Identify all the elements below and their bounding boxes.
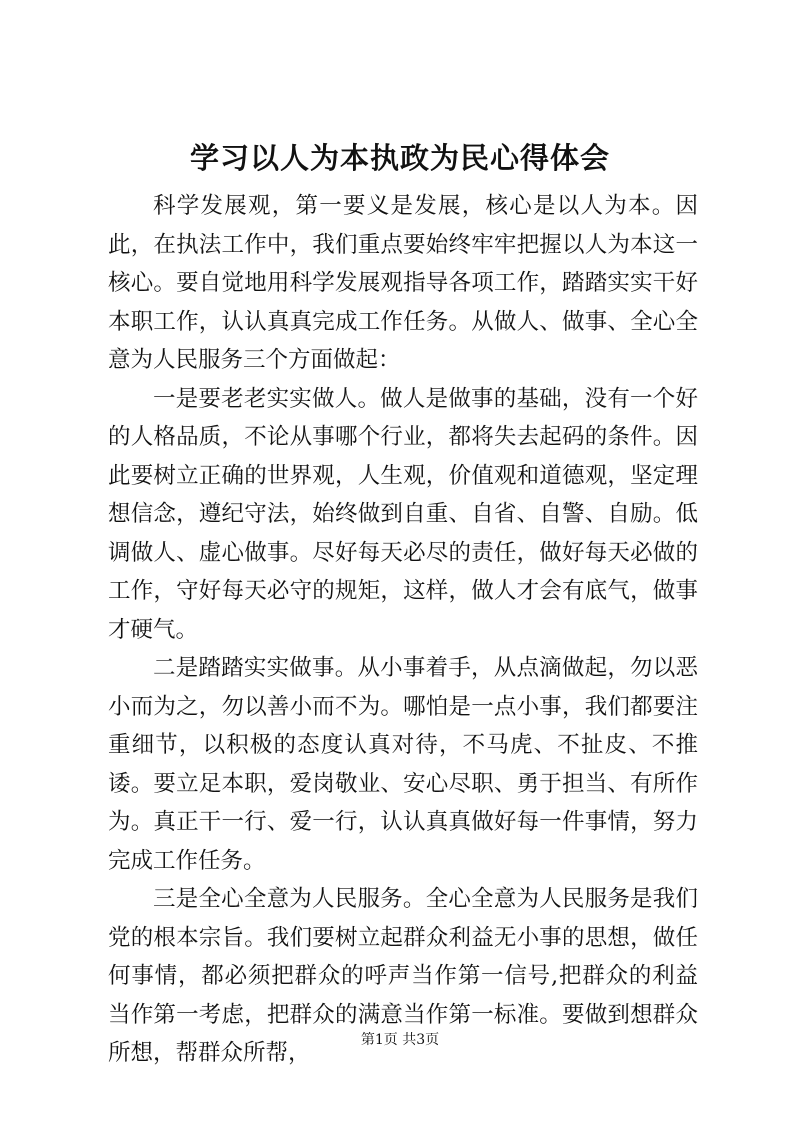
paragraph-honest-person: 一是要老老实实做人。做人是做事的基础，没有一个好的人格品质，不论从事哪个行业，都将失去起码的条件。因此要树立正确的世界观，人生观，价值观和道德观，坚定理想信念，遵纪守法，始终做到自重、自省、自警、自励。低调做人、虚心做事。尽好每天必尽的责任，做好每天必做的工作，守好每天必守的规矩，这样，做人才会有底气，做事才硬气。 <box>108 385 698 643</box>
paragraph-serve-people: 三是全心全意为人民服务。全心全意为人民服务是我们党的根本宗旨。我们要树立起群众利益无小事的思想，做任何事情，都必须把群众的呼声当作第一信号,把群众的利益当作第一考虑，把群众的满意当作第一标准。要做到想群众所想，帮群众所帮， <box>108 886 698 1066</box>
paragraph-intro: 科学发展观，第一要义是发展，核心是以人为本。因此，在执法工作中，我们重点要始终牢牢把握以人为本这一核心。要自觉地用科学发展观指导各项工作，踏踏实实干好本职工作，认认真真完成工作任务。从做人、做事、全心全意为人民服务三个方面做起： <box>108 193 698 373</box>
document-title: 学习以人为本执政为民心得体会 <box>189 141 610 175</box>
paragraph-practical-work: 二是踏踏实实做事。从小事着手，从点滴做起，勿以恶小而为之，勿以善小而不为。哪怕是一点小事，我们都要注重细节，以积极的态度认真对待，不马虎、不扯皮、不推诿。要立足本职，爱岗敬业、安心尽职、勇于担当、有所作为。真正干一行、爱一行，认认真真做好每一件事情，努力完成工作任务。 <box>108 655 698 874</box>
document-body <box>108 187 698 1073</box>
page-footer: 第1页 共3页 <box>360 1032 440 1048</box>
